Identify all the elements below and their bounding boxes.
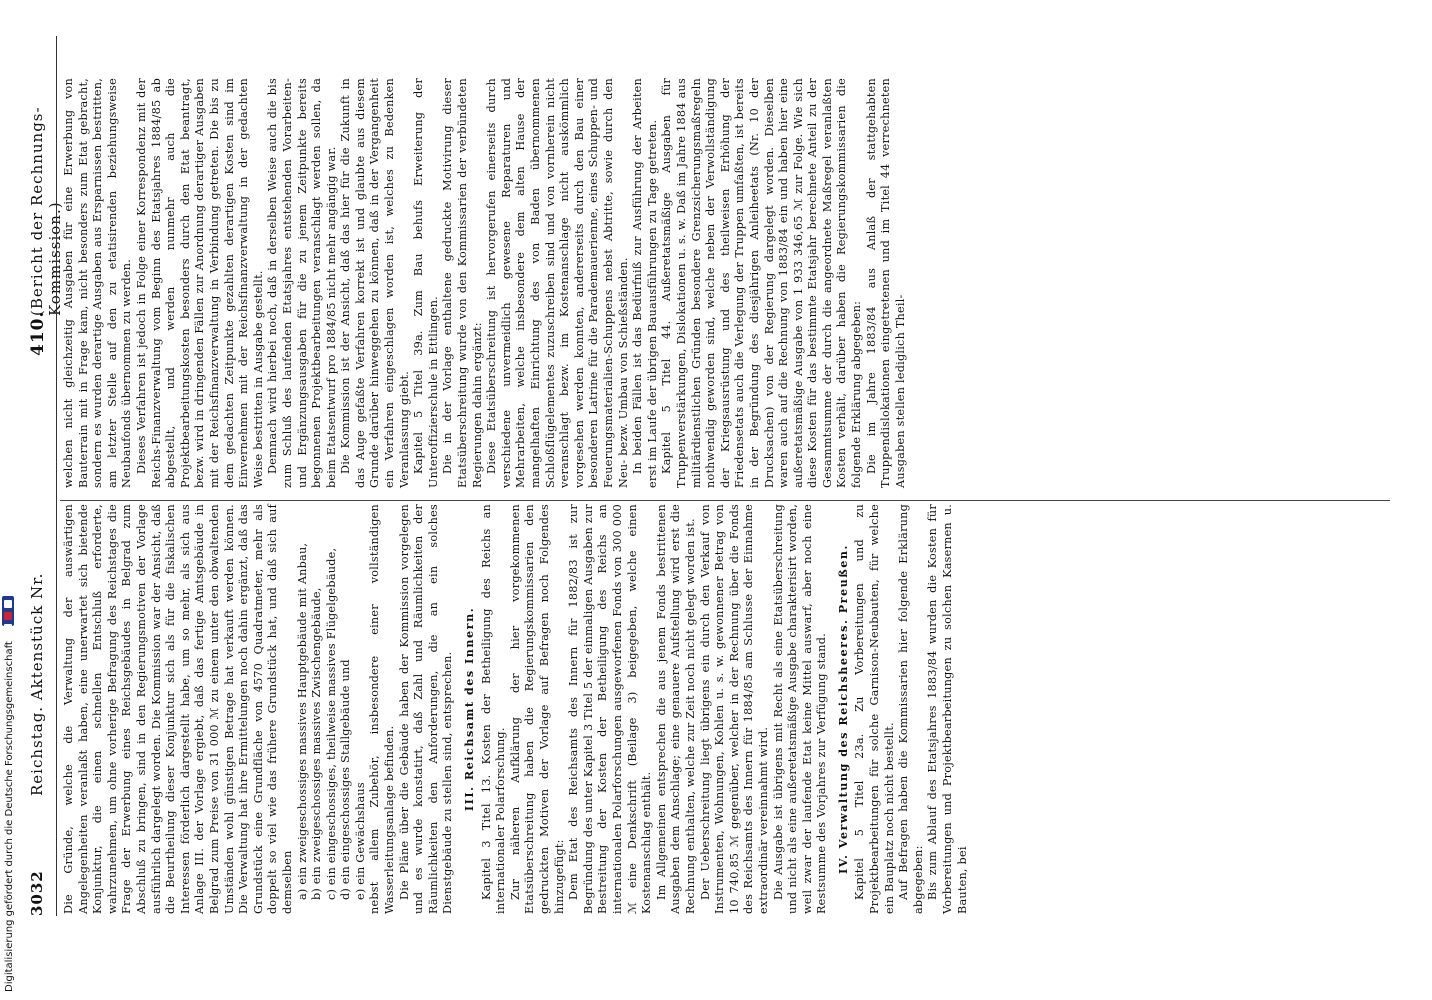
header-rule bbox=[56, 36, 57, 916]
paragraph: Die in der Vorlage enthaltene gedruckte Motivirung dieser Etatsüberschreitung wurde von den Kommissarien der verbündeten Regierungen dahin ergänzt: bbox=[441, 78, 484, 488]
paragraph: In beiden Fällen ist das Bedürfniß zur Ausführung der Arbeiten erst im Laufe der übrigen Bauausführungen zu Tage getreten. bbox=[631, 78, 659, 488]
left-column bbox=[62, 504, 1152, 914]
paragraph: Diese Etatsüberschreitung ist hervorgerufen einerseits durch verschiedene unvermeidlich gewesene Reparaturen und Mehrarbeiten, welche insbesondere dem alten Hause der mangelhaften Einrichtung des von Baden übernommenen Schloßflügelementes zuzuschreiben sind und von vornherein nicht veranschlagt bezw. im Kostenanschlage nicht auskömmlich vorgesehen werden konnten, andererseits durch den Bau einer besonderen Latrine für die Parademauerienne, eines Schuppen- und Feuerungsmaterialien-Schuppens nebst Abtritte, sowie durch den Neu- bezw. Umbau von Schießständen. bbox=[485, 78, 630, 488]
section-heading: IV. Verwaltung des Reichsheeres. Preußen. bbox=[835, 544, 850, 874]
paragraph: welchen nicht gleichzeitig Ausgaben für eine Erwerbung von Bauterrain mit in Frage kam, nicht besonders zum Etat gebracht, sondern es wurden derartige Ausgaben aus Ersparnissen bestritten, am letzter Stelle auf den zu etatisirenden beziehungsweise Neubaufonds übernommen zu werden. bbox=[62, 78, 134, 488]
paragraph: Kapitel 5 Titel 44. Außeretatsmäßige Ausgaben für Truppenverstärkungen, Dislokationen u. s. w. Daß im Jahre 1884 aus militärdienstlichen Gründen besondere Grenzsicherungsmaßregeln nothwendig geworden sind, welche neben der Verwollständigung der Kriegsausrüstung und des theilweisen Erhöhung der Friedensetats auch die Verlegung der Truppen umfaßten, ist bereits in der Begründung des diesjährigen Anleiheetats (Nr. 10 der Drucksachen) von der Regierung dargelegt worden. Dieselben waren auch auf die Rechnung von 1883/84 ein und haben hier eine außeretatsmäßige Ausgabe von 1 933 346,65 ℳ zur Folge. Wie sich diese Kosten für das bestimmte Etatsjahr berechnete Anteil zu der Gesammtsumme der durch die angeordnete Maßregel veranlaßten Kosten verhält, darüber haben die Regierungskommissarien die folgende Erklärung abgegeben: bbox=[660, 78, 864, 488]
paragraph: Zur näheren Aufklärung der hier vorgekommenen Etatsüberschreitung haben die Regierungskommissarien den gedruckten Motiven der Vorlage auf Befragen noch Folgendes hinzugefügt: bbox=[508, 504, 566, 914]
paragraph: Dem Etat des Reichsamts des Innern für 1882/83 ist zur Begründung des unter Kapitel 3 Titel 5 der einmaligen Ausgaben zur Bestreitung der Kosten der Betheiligung des Reichs an internationalen Polarforschungen ausgeworfenen Fonds von 300 000 ℳ eine Denkschrift (Beilage 3) beigegeben, welche einen Kostenanschlag enthält. bbox=[567, 504, 654, 914]
paragraph: Die Ausgabe ist übrigens mit Recht als eine Etatsüberschreitung und nicht als eine außeretatsmäßige Ausgabe charakterisirt worden, weil zwar der laufende Etat keine Mittel auswarf, aber noch eine Restsumme des Vorjahres zur Verfügung stand. bbox=[771, 504, 829, 914]
paragraph: Demnach wird hierbei noch, daß in derselben Weise auch die bis zum Schluß des laufenden Etatsjahres entstehenden Vorarbeiten- und Ergänzungsausgaben für die zu jenem Zeitpunkte bereits begonnenen Projektbearbeitungen veranschlagt werden sollen, da beim Etatsentwurf pro 1884/85 nicht mehr angängig war. bbox=[266, 78, 338, 488]
paragraph: Die Pläne über die Gebäude haben der Kommission vorgelegen und es wurde konstatirt, daß Zahl und Räumlichkeiten der Räumlichkeiten den Anforderungen, die an ein solches Dienstgebäude zu stellen sind, entsprechen. bbox=[397, 504, 455, 914]
paragraph: nebst allem Zubehör, insbesondere einer vollständigen Wasserleitungsanlage befinden. bbox=[368, 504, 397, 914]
paragraph: Kapitel 5 Titel 23a. Zu Vorbereitungen und zu Projektbearbeitungen für solche Garnison-Neubauten, für welche ein Bauplatz noch nicht bestellt. bbox=[853, 504, 896, 914]
stamp-text: Digitalisierung gefördert durch die Deutsche Forschungsgemeinschaft bbox=[4, 641, 15, 992]
right-column bbox=[62, 78, 1182, 488]
page-header bbox=[28, 36, 64, 916]
paragraph: b) ein zweigeschossiges massives Zwischengebäude, bbox=[310, 587, 324, 900]
page-number: 3032 bbox=[28, 870, 46, 916]
paragraph: a) ein zweigeschossiges massives Hauptgebäude mit Anbau, bbox=[295, 542, 309, 900]
column-divider bbox=[60, 500, 1390, 501]
paragraph: Kapitel 3 Titel 13. Kosten der Betheiligung des Reichs an internationaler Polarforschung. bbox=[479, 504, 508, 914]
paragraph: Im Allgemeinen entsprechen die aus jenem Fonds bestrittenen Ausgaben dem Anschlage; eine genauere Aufstellung wird erst die Rechnung enthalten, welche zur Zeit noch nicht gelegt worden ist. bbox=[654, 504, 697, 914]
paragraph: Bis zum Ablauf des Etatsjahres 1883/84 wurden die Kosten für Vorbereitungen und Projektbearbeitungen zu solchen Kasernen u. Bauten, bei bbox=[926, 504, 969, 914]
paragraph: Die Gründe, welche die Verwaltung der auswärtigen Angelegenheiten veranlaßt haben, eine unerwartet sich bietende Konjunktur, die einen schnellen Entschluß erforderte, wahrzunehmen, um ohne vorherige Befragung des Reichstages die Frage der Erwerbung eines Reichsgebäudes in Belgrad zum Abschluß zu bringen, sind in den Regierungsmotiven der Vorlage ausführlich dargelegt worden. Die Kommission war der Ansicht, daß die Beurtheilung dieser Konjunktur sich als für die fiskalischen Interessen förderlich dargestellt habe, um so mehr, als sich aus Anlage III. der Vorlage ergiebt, daß das fertige Amtsgebäude in Belgrad zum Preise von 31 000 ℳ zu einem unter den obwaltenden Umständen wohl günstigen Betrage hat verkauft werden können. Die Verwaltung hat ihre Ermittelungen noch dahin ergänzt, daß das Grundstück eine Grundfläche von 4570 Quadratmeter, mehr als doppelt so viel wie das frühere Grundstück hat, und daß sich auf demselben bbox=[62, 504, 294, 914]
paragraph: Auf Befragen haben die Kommissarien hier folgende Erklärung abgegeben: bbox=[897, 504, 925, 914]
document-number: 410. bbox=[28, 310, 48, 356]
paragraph: Der Ueberschreitung liegt übrigens ein durch den Verkauf von Instrumenten, Wohnungen, Kohlen u. s. w. gewonnener Betrag von 10 740,85 ℳ gegenüber, welcher in der Rechnung über die Fonds des Reichsamts des Innern für 1884/85 am Schlusse der Einnahme extraordinär vereinnahmt wird. bbox=[698, 504, 770, 914]
paragraph: d) ein eingeschossiges Stallgebäude und bbox=[339, 659, 353, 900]
paragraph: Dieses Verfahren ist jedoch in Folge einer Korrespondenz mit der Reichs-Finanzverwaltung vom Beginn des Etatsjahres 1884/85 ab abgestellt, und werden nunmehr auch die Projektbearbeitungskosten besonders durch den Etat beantragt, bezw. wird in dringenden Fällen zur Anordnung derartiger Ausgaben mit der Reichsfinanzverwaltung in Verbindung getreten. Die bis zu dem gedachten Zeitpunkte gezahlten derartigen Kosten sind im Einvernehmen mit der Reichsfinanzverwaltung in der gedachten Weise bestritten in Ausgabe gestellt. bbox=[134, 78, 265, 488]
paragraph: c) ein eingeschossiges, theilweise massives Flügelgebäude, bbox=[324, 547, 338, 900]
paragraph: Die Kommission ist der Ansicht, daß das hier für die Zukunft in das Auge gefaßte Verfahren korrekt ist und glaubte aus diesem Grunde darüber hinweggehen zu können, daß in der Vergangenheit ein Verfahren eingeschlagen worden ist, welches zu Bedenken Veranlassung giebt. bbox=[339, 78, 411, 488]
header-section: (Bericht der Rechnungs-Kommission.) bbox=[28, 106, 64, 316]
digitization-stamp bbox=[2, 600, 16, 1000]
paragraph: Die im Jahre 1883/84 aus Anlaß der stattgehabten Truppendislokationen eingetretenen und im Titel 44 verrechneten Ausgaben stellen lediglich Theil- bbox=[864, 78, 907, 488]
header-title: Reichstag. Aktenstück Nr. bbox=[28, 572, 46, 796]
paragraph: Kapitel 5 Titel 39a. Zum Bau behufs Erweiterung der Unteroffizierschule in Ettlingen. bbox=[412, 78, 440, 488]
paragraph: e) ein Gewächshaus bbox=[353, 782, 367, 900]
section-heading: III. Reichsamt des Innern. bbox=[462, 606, 477, 812]
